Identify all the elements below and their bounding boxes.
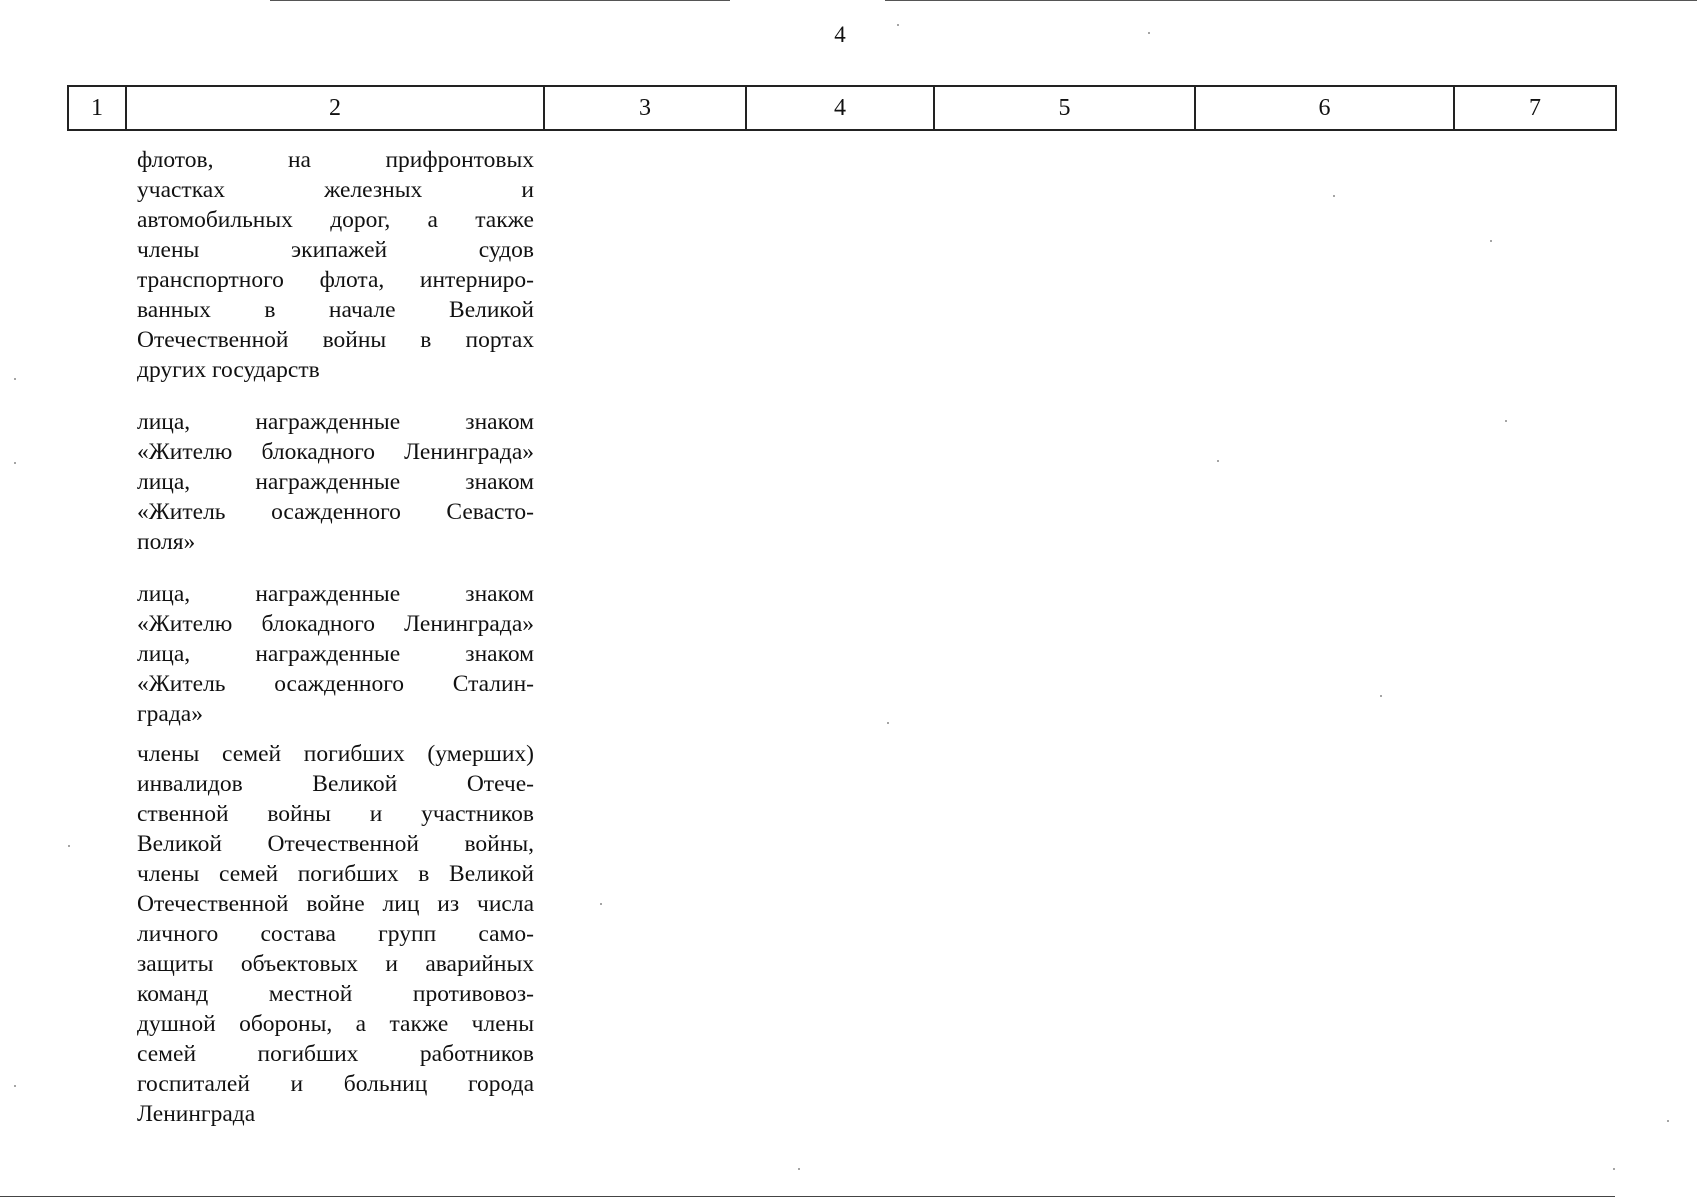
column-2-text — [137, 145, 534, 1129]
scan-speck — [1613, 1168, 1615, 1170]
entry-line: лица, награжденные знаком — [137, 641, 534, 667]
entry-line: участках железных и — [137, 177, 534, 203]
top-scan-rule-left — [270, 0, 730, 1]
entry-line: душной обороны, а также члены — [137, 1011, 534, 1037]
entry-line: лица, награжденные знаком — [137, 469, 534, 495]
scan-speck — [798, 1168, 800, 1170]
entry-line: члены экипажей судов — [137, 237, 534, 263]
entry-line: члены семей погибших (умерших) — [137, 741, 534, 767]
entry-line: личного состава групп само- — [137, 921, 534, 947]
scan-speck — [897, 24, 899, 26]
scan-speck — [600, 903, 602, 905]
column-number-header-table — [67, 85, 1617, 131]
scan-speck — [1380, 695, 1382, 697]
header-cell-col-4: 4 — [746, 86, 934, 130]
scan-speck — [14, 1085, 16, 1087]
entry-family-members-of-deceased — [137, 739, 534, 1129]
entry-line: автомобильных дорог, а также — [137, 207, 534, 233]
entry-line: Ленинграда — [137, 1101, 256, 1127]
entry-line: «Жителю блокадного Ленинграда» — [137, 611, 534, 637]
scan-speck — [68, 845, 70, 847]
header-cell-col-7: 7 — [1454, 86, 1616, 130]
scan-speck — [887, 722, 889, 724]
entry-stalingrad-badge-holders — [137, 579, 534, 729]
entry-line: команд местной противовоз- — [137, 981, 534, 1007]
entry-line: лица, награжденные знаком — [137, 581, 534, 607]
entry-line: «Жителю блокадного Ленинграда» — [137, 439, 534, 465]
scan-speck — [1148, 32, 1150, 34]
scan-speck — [1217, 460, 1219, 462]
header-row — [68, 86, 1616, 130]
bottom-scan-rule — [0, 1196, 1615, 1197]
entry-line: семей погибших работников — [137, 1041, 534, 1067]
entry-line: ванных в начале Великой — [137, 297, 534, 323]
entry-line: других государств — [137, 357, 320, 383]
entry-line: Великой Отечественной войны, — [137, 831, 534, 857]
scan-speck — [14, 378, 16, 380]
entry-line: транспортного флота, интерниро- — [137, 267, 534, 293]
entry-transport-fleet-crews — [137, 145, 534, 385]
entry-line: защиты объектовых и аварийных — [137, 951, 534, 977]
entry-line: инвалидов Великой Отече- — [137, 771, 534, 797]
page-number: 4 — [834, 22, 846, 47]
entry-line: флотов, на прифронтовых — [137, 147, 534, 173]
header-cell-col-2: 2 — [126, 86, 544, 130]
entry-line: града» — [137, 701, 203, 727]
header-cell-col-5: 5 — [934, 86, 1195, 130]
entry-line: поля» — [137, 529, 196, 555]
entry-line: лица, награжденные знаком — [137, 409, 534, 435]
entry-line: «Житель осажденного Севасто- — [137, 499, 534, 525]
header-cell-col-6: 6 — [1195, 86, 1454, 130]
header-cell-col-1: 1 — [68, 86, 126, 130]
scan-speck — [1505, 420, 1507, 422]
entry-line: Отечественной войны в портах — [137, 327, 534, 353]
top-scan-rule-right — [885, 0, 1697, 1]
scan-speck — [1490, 240, 1492, 242]
entry-line: «Житель осажденного Сталин- — [137, 671, 534, 697]
entry-line: ственной войны и участников — [137, 801, 534, 827]
entry-line: Отечественной войне лиц из числа — [137, 891, 534, 917]
scan-speck — [14, 462, 16, 464]
entry-sevastopol-badge-holders — [137, 407, 534, 557]
scan-speck — [1333, 195, 1335, 197]
header-cell-col-3: 3 — [544, 86, 746, 130]
scan-speck — [1667, 1120, 1669, 1122]
entry-line: госпиталей и больниц города — [137, 1071, 534, 1097]
entry-line: члены семей погибших в Великой — [137, 861, 534, 887]
